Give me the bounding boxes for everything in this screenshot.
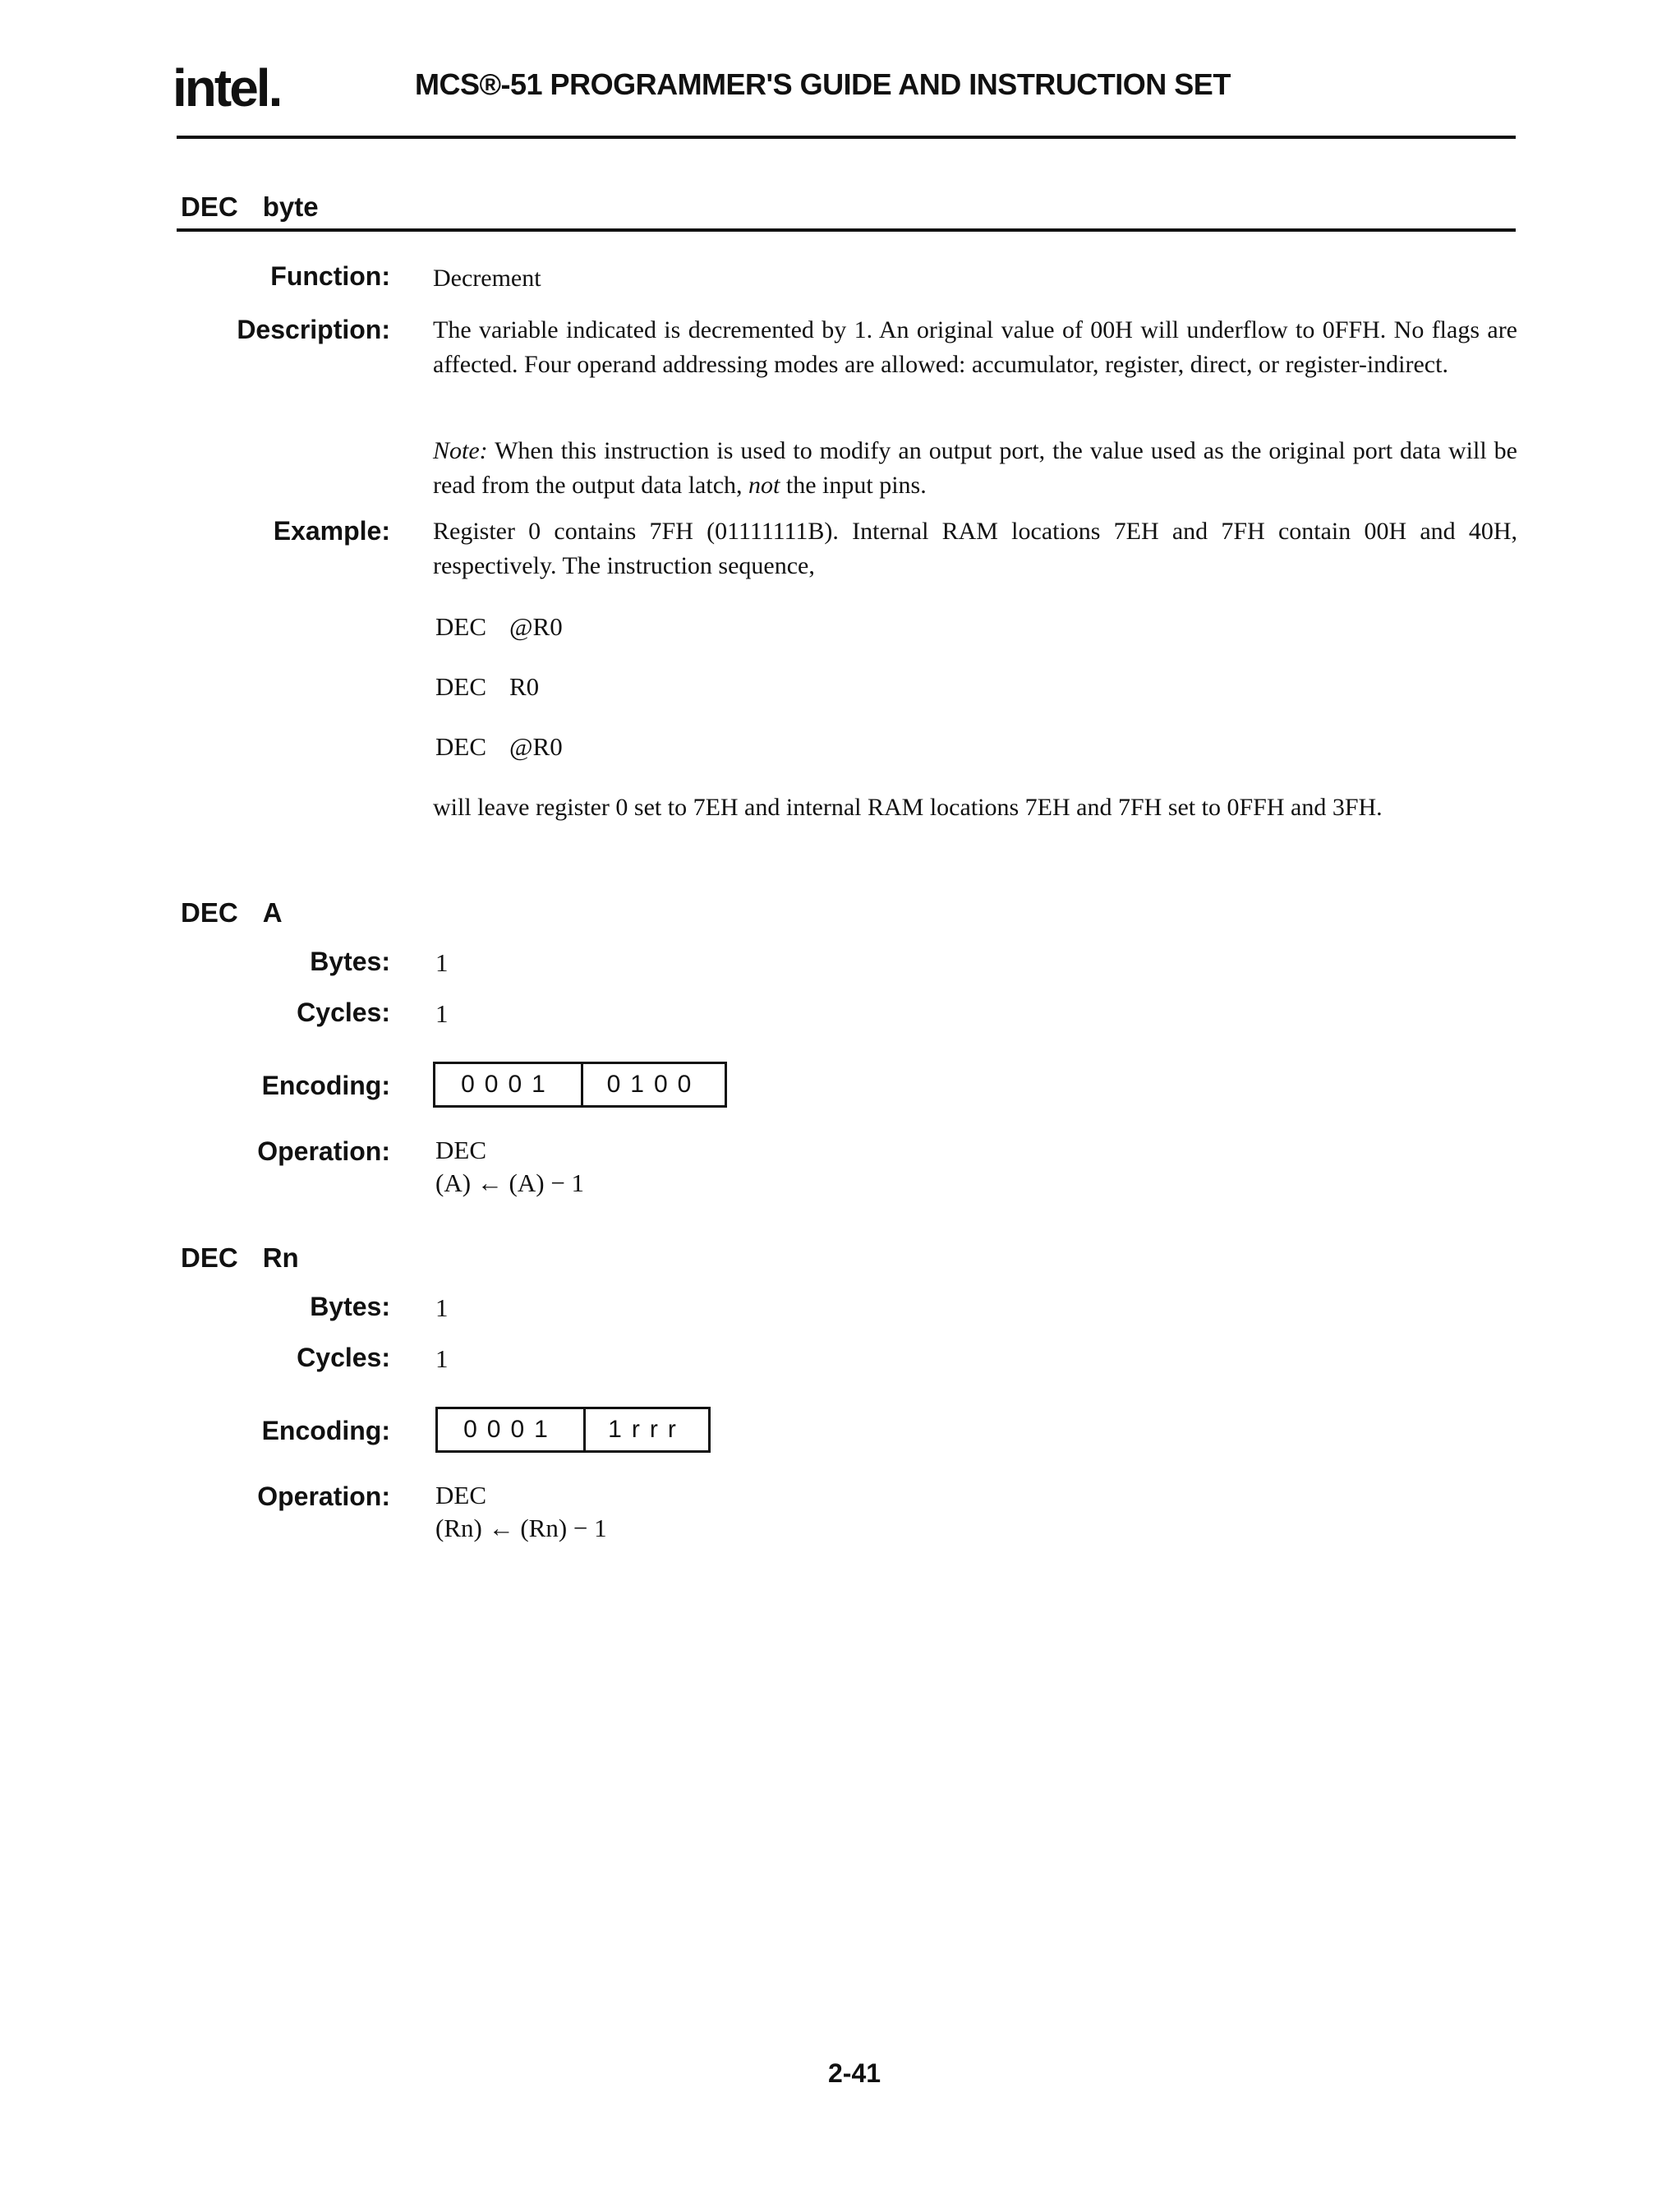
- encoding-low-nibble: 1rrr: [608, 1416, 686, 1443]
- description-label: Description:: [237, 315, 390, 344]
- code-arg: @R0: [509, 732, 563, 761]
- operand: byte: [262, 191, 319, 222]
- mnemonic: DEC: [181, 191, 238, 222]
- cycles-value: 1: [435, 999, 449, 1028]
- code-op: DEC: [435, 732, 486, 761]
- function-value: Decrement: [433, 265, 541, 292]
- page-number: 2-41: [828, 2058, 881, 2088]
- description-text: The variable indicated is decremented by 1. An original value of 00H will underflow to 0FFH. No flags are affected. Four operand addressing modes are allowed: accumulator, register, direct, or register-indirect.: [433, 316, 1517, 378]
- header-rule: [177, 136, 1516, 139]
- code-arg: R0: [509, 672, 540, 701]
- operation-line: DEC: [435, 1136, 486, 1164]
- code-line: [435, 672, 562, 702]
- operation-label: Operation:: [257, 1136, 390, 1166]
- note-text: [433, 434, 1517, 503]
- code-arg: @R0: [509, 612, 563, 641]
- encoding-label: Encoding:: [261, 1071, 390, 1100]
- encoding-high-nibble: 0001: [435, 1064, 583, 1105]
- note-part: the input pins.: [780, 472, 927, 499]
- bytes-label: Bytes:: [310, 947, 390, 976]
- mnemonic: DEC: [181, 1242, 238, 1273]
- function-label: Function:: [270, 261, 390, 291]
- intel-logo: intel.: [173, 58, 281, 118]
- encoding-high-nibble: 0001: [438, 1409, 586, 1450]
- example-label: Example:: [273, 516, 390, 546]
- code-op: DEC: [435, 612, 486, 641]
- bytes-label: Bytes:: [310, 1292, 390, 1321]
- operation-label: Operation:: [257, 1482, 390, 1511]
- cycles-label: Cycles:: [297, 998, 390, 1027]
- section-heading-dec-rn: [181, 1242, 324, 1274]
- operation-line: (A) ← (A) − 1: [435, 1168, 585, 1197]
- mnemonic: DEC: [181, 897, 238, 928]
- cycles-label: Cycles:: [297, 1343, 390, 1372]
- operand: A: [262, 897, 283, 928]
- bytes-value: 1: [435, 948, 449, 977]
- encoding-box: [433, 1062, 727, 1108]
- operation-line: DEC: [435, 1481, 486, 1509]
- cycles-value: 1: [435, 1344, 449, 1373]
- section-rule: [177, 228, 1516, 232]
- note-prefix: Note:: [433, 437, 488, 464]
- operand: Rn: [262, 1242, 299, 1273]
- encoding-box: [435, 1407, 711, 1453]
- page-title: MCS®-51 PROGRAMMER'S GUIDE AND INSTRUCTION SET: [415, 67, 1231, 101]
- result-text: will leave register 0 set to 7EH and internal RAM locations 7EH and 7FH set to 0FFH and 3FH.: [433, 794, 1383, 821]
- operation-line: (Rn) ← (Rn) − 1: [435, 1514, 607, 1542]
- code-line: [435, 732, 586, 762]
- example-text: Register 0 contains 7FH (01111111B). Internal RAM locations 7EH and 7FH contain 00H and 40H, respectively. The instruction sequence,: [433, 518, 1517, 579]
- section-heading-dec-byte: [181, 191, 343, 223]
- encoding-low-nibble: 0100: [606, 1071, 702, 1098]
- code-op: DEC: [435, 672, 486, 701]
- note-emphasis: not: [748, 472, 780, 499]
- bytes-value: 1: [435, 1293, 449, 1322]
- section-heading-dec-a: [181, 897, 307, 929]
- note-part: When this instruction is used to modify an output port, the value used as the original port data will be read from the output data latch,: [433, 437, 1517, 499]
- encoding-label: Encoding:: [261, 1416, 390, 1445]
- code-line: [435, 612, 586, 642]
